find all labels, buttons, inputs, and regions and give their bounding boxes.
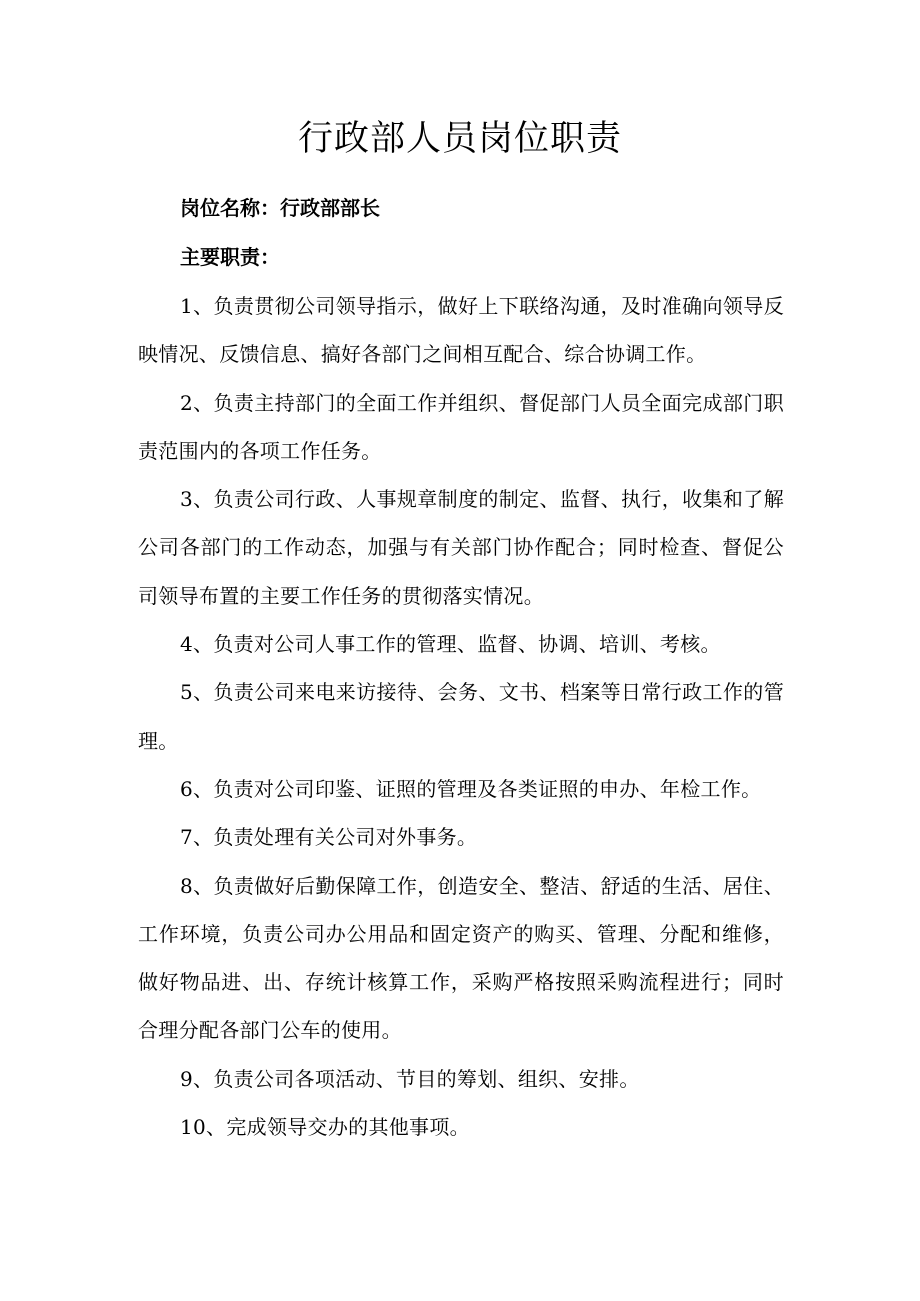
duty-item-8: 8、负责做好后勤保障工作，创造安全、整洁、舒适的生活、居住、工作环境，负责公司办公用品和固定资产的购买、管理、分配和维修，做好物品进、出、存统计核算工作，采购严格按照采购流程进行；同时合理分配各部门公车的使用。: [138, 873, 784, 1043]
main-duties-label: 主要职责：: [180, 245, 280, 269]
duty-item-5: 5、负责公司来电来访接待、会务、文书、档案等日常行政工作的管理。: [138, 680, 784, 753]
duty-item-1: 1、负责贯彻公司领导指示，做好上下联络沟通，及时准确向领导反映情况、反馈信息、搞好各部门之间相互配合、综合协调工作。: [138, 294, 784, 367]
duty-item-3: 3、负责公司行政、人事规章制度的制定、监督、执行，收集和了解公司各部门的工作动态，加强与有关部门协作配合；同时检查、督促公司领导布置的主要工作任务的贯彻落实情况。: [138, 487, 784, 608]
duty-item-6: 6、负责对公司印鉴、证照的管理及各类证照的申办、年检工作。: [180, 776, 762, 801]
duty-item-7: 7、负责处理有关公司对外事务。: [180, 825, 478, 850]
duty-item-9: 9、负责公司各项活动、节目的筹划、组织、安排。: [180, 1066, 640, 1091]
post-name-label: 岗位名称：行政部部长: [180, 196, 380, 220]
duty-item-4: 4、负责对公司人事工作的管理、监督、协调、培训、考核。: [180, 632, 721, 657]
duties-list: [138, 282, 784, 1151]
document-title: 行政部人员岗位职责: [297, 119, 622, 159]
duty-item-10: 10、完成领导交办的其他事项。: [180, 1115, 470, 1140]
duty-item-2: 2、负责主持部门的全面工作并组织、督促部门人员全面完成部门职责范围内的各项工作任务。: [138, 390, 784, 463]
